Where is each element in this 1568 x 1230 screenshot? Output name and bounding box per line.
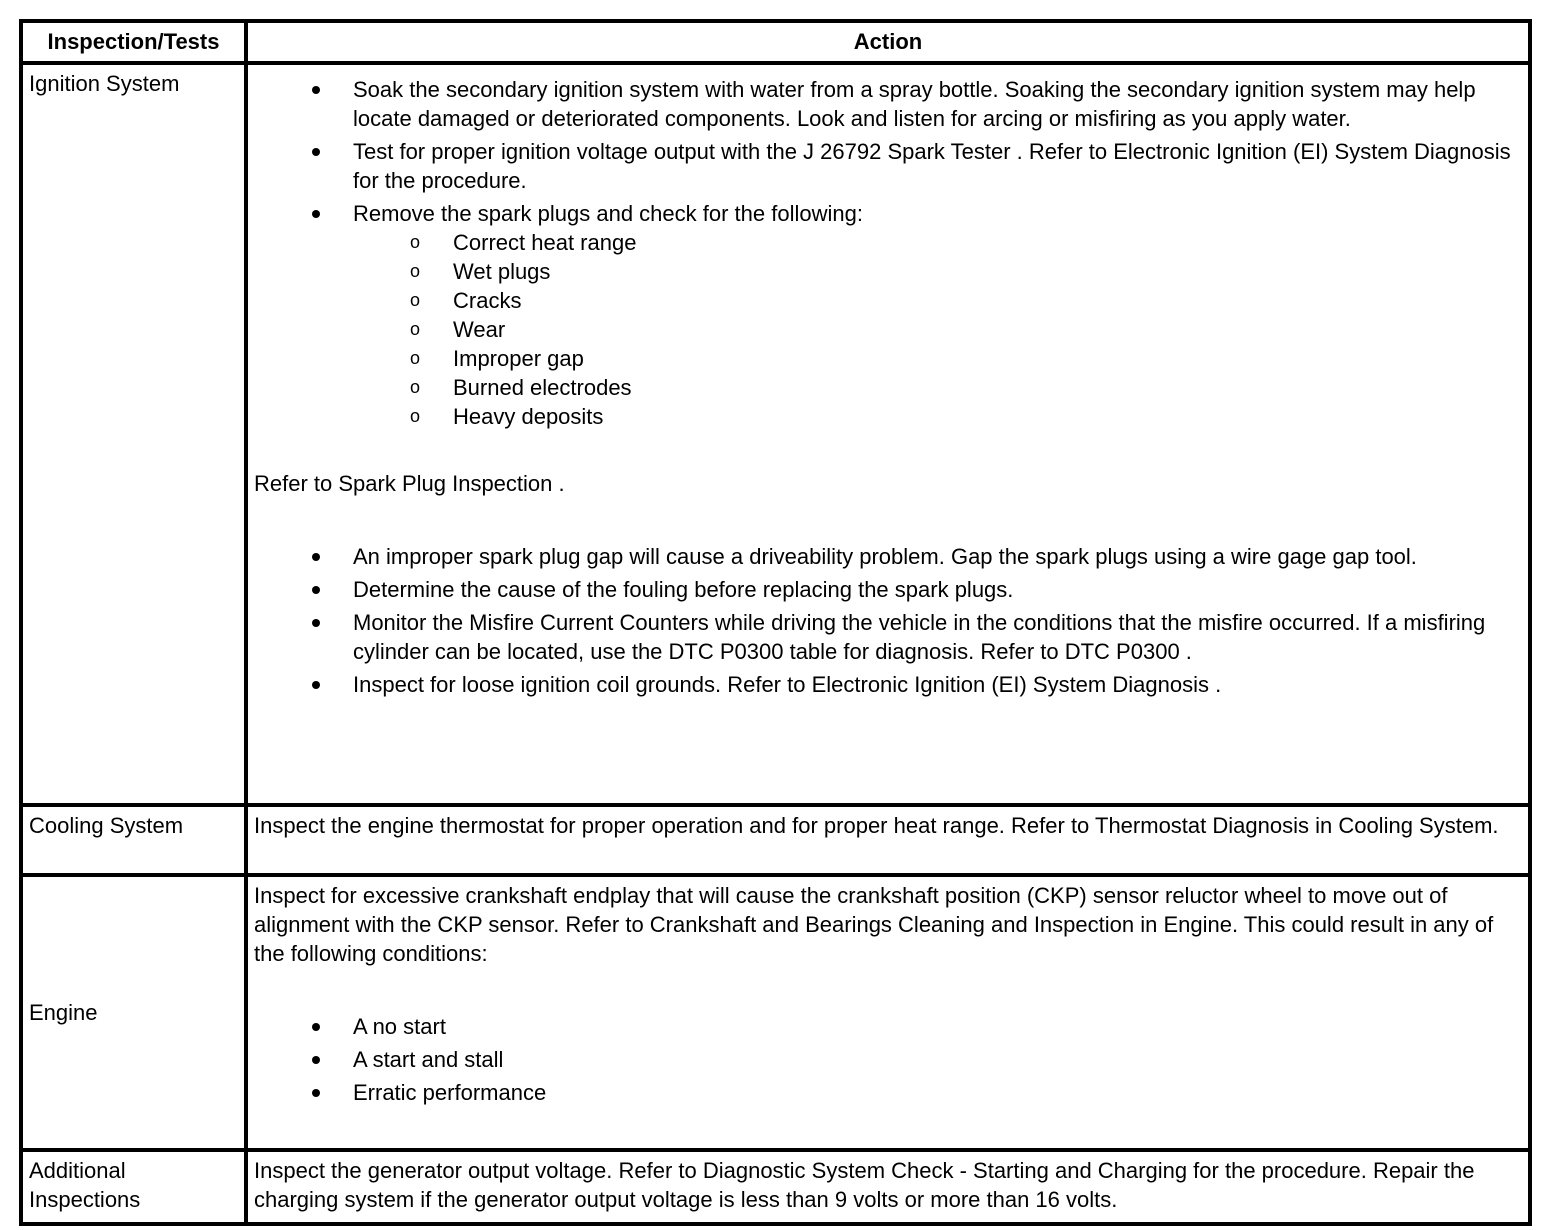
table-row xyxy=(21,1150,1530,1224)
engine-description: Inspect for excessive crankshaft endplay that will cause the crankshaft position (CKP) sensor reluctor wheel to move out of alignment with the CKP sensor. Refer to Crankshaft and Bearings Cleaning and Inspection in Engine. This could result in any of the following conditions: xyxy=(254,883,1494,966)
list-item: A no start xyxy=(254,1012,1522,1041)
sub-list-item: o Correct heat range xyxy=(254,228,1522,257)
sub-list-item: o Wear xyxy=(254,315,1522,344)
header-inspection-tests: Inspection/Tests xyxy=(21,21,246,63)
sub-list-item: o Improper gap xyxy=(254,344,1522,373)
sub-list-item: o Heavy deposits xyxy=(254,402,1522,431)
list-item: Determine the cause of the fouling before replacing the spark plugs. xyxy=(254,575,1522,604)
list-item: An improper spark plug gap will cause a driveability problem. Gap the spark plugs using a wire gage gap tool. xyxy=(254,542,1522,571)
additional-action: Inspect the generator output voltage. Refer to Diagnostic System Check - Starting and Charging for the procedure. Repair the charging system if the generator output voltage is less than 9 volts or more than 16 volts. xyxy=(246,1150,1530,1224)
sub-list-item: o Wet plugs xyxy=(254,257,1522,286)
inspection-table xyxy=(19,19,1532,1226)
list-item: Monitor the Misfire Current Counters while driving the vehicle in the conditions that the misfire occurred. If a misfiring cylinder can be located, use the DTC P0300 table for diagnosis. Refer to DTC P0300 . xyxy=(254,608,1522,666)
list-item: Remove the spark plugs and check for the following: xyxy=(254,199,1522,228)
list-item: Erratic performance xyxy=(254,1078,1522,1107)
row-label-engine: Engine xyxy=(21,875,246,1150)
spark-plug-inspection-reference: Refer to Spark Plug Inspection . xyxy=(254,471,565,496)
row-label-cooling: Cooling System xyxy=(21,805,246,875)
row-label-ignition: Ignition System xyxy=(21,63,246,805)
table-row xyxy=(21,875,1530,1150)
list-item: Inspect for loose ignition coil grounds. Refer to Electronic Ignition (EI) System Diagnosis . xyxy=(254,670,1522,699)
table-row xyxy=(21,63,1530,805)
sub-list-item: o Cracks xyxy=(254,286,1522,315)
header-action: Action xyxy=(246,21,1530,63)
table-row xyxy=(21,805,1530,875)
engine-action xyxy=(246,875,1530,1150)
list-item: Soak the secondary ignition system with water from a spray bottle. Soaking the secondary ignition system may help locate damaged or deteriorated components. Look and listen for arcing or misfiring as you apply water. xyxy=(254,75,1522,133)
ignition-action xyxy=(246,63,1530,805)
list-item: Test for proper ignition voltage output with the J 26792 Spark Tester . Refer to Electronic Ignition (EI) System Diagnosis for the procedure. xyxy=(254,137,1522,195)
row-label-additional: Additional Inspections xyxy=(21,1150,246,1224)
cooling-action: Inspect the engine thermostat for proper operation and for proper heat range. Refer to Thermostat Diagnosis in Cooling System. xyxy=(246,805,1530,875)
list-item: A start and stall xyxy=(254,1045,1522,1074)
header-row xyxy=(21,21,1530,63)
sub-list-item: o Burned electrodes xyxy=(254,373,1522,402)
